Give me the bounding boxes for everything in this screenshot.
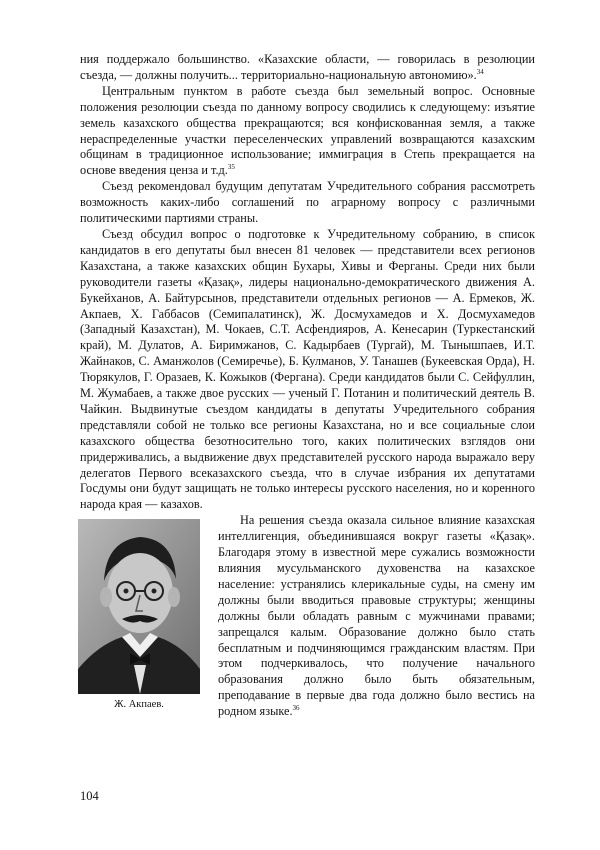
paragraph-4 bbox=[80, 227, 535, 513]
portrait-figure bbox=[78, 519, 208, 712]
paragraph-1 bbox=[80, 52, 535, 84]
footnote-ref-36: 36 bbox=[292, 704, 300, 713]
footnote-ref-34: 34 bbox=[476, 67, 484, 76]
portrait-photo bbox=[78, 519, 200, 694]
paragraph-2-text: Центральным пунктом в работе съезда был земельный вопрос. Основные положения резолюции съезда по данному вопросу сводились к следующему: изъятие земель казахского общества прекращаются; вся конфискованная земля, а также нераспределенные участки переселенческих управлений возвращаются казахским общинам в традиционное использование; иммиграция в Степь прекращается на основе введения ценза и т.д. bbox=[80, 83, 535, 178]
paragraph-3 bbox=[80, 179, 535, 227]
paragraph-4-text: Съезд обсудил вопрос о подготовке к Учредительному собранию, в список кандидатов в его депутаты был внесен 81 человек — представители всех регионов Казахстана, а также казахских общин Бухары, Хивы и Ферганы. Среди них были руководители газеты «Қазақ», лидеры национально-демократического движения А. Букейханов, А. Байтурсынов, представители отдельных регионов — А. Ермеков, Ж. Акпаев, Х. Габбасов (Семипалатинск), Ж. Досмухамедов и Х. Досмухамедов (Западный Казахстан), М. Чокаев, С.Т. Асфендияров, А. Кенесарин (Туркестанский край), М. Дулатов, А. Биримжанов, С. Кадырбаев (Тургай), М. Тынышпаев, И.Т. Жайнаков, С. Аманжолов (Семиречье), Б. Кулманов, У. Танашев (Букеевская Орда), Н. Тюрякулов, Г. Оразаев, К. Кожыков (Фергана). Среди кандидатов были С. Сейфуллин, М. Жумабаев, а также двое русских — ученый Г. Потанин и политический деятель В. Чайкин. Выдвинутые съездом кандидаты в депутаты Учредительного собрания представляли собой не только все регионы Казахстана, но и все социальные слои казахского общества безотносительно того, каких политических взглядов они придерживались, а выдвижение двух представителей русского народа выражало веру делегатов Первого всеказахского съезда, что в случае избрания их депутатами Госдумы они будут защищать не только интересы русского населения, но и коренного народа края — казахов. bbox=[80, 226, 535, 512]
paragraph-1-text: ния поддержало большинство. «Казахские области, — говорилась в резолюции съезда, — должны получить... территориально-национальную автономию». bbox=[80, 52, 535, 82]
paragraph-5-text: На решения съезда оказала сильное влияние казахская интеллигенция, объединившаяся вокруг газеты «Қазақ». Благодаря этому в известной мере сужались возможности влияния мусульманского духовенства на казахское население: устранялись клерикальные суды, на смену им должны были вводиться правовые структуры; женщины должны были обладать равным с мужчинами правами; запрещался калым. Образование должно было стать бесплатным и подчиняющимся гражданским властям. При этом подчеркивалось, что получение начального образования должно было быть обязательным, преподавание в первые два года должно было вестись на родном языке. bbox=[218, 513, 535, 719]
paragraph-5 bbox=[80, 513, 535, 720]
portrait-caption: Ж. Акпаев. bbox=[114, 699, 164, 711]
page-number: 104 bbox=[80, 789, 99, 803]
paragraph-3-text: Съезд рекомендовал будущим депутатам Учредительного собрания рассмотреть возможность каких-либо соглашений по аграрному вопросу с различными политическими партиями страны. bbox=[80, 179, 535, 226]
paragraph-2 bbox=[80, 84, 535, 179]
body-text bbox=[80, 52, 535, 720]
footnote-ref-35: 35 bbox=[227, 163, 235, 172]
